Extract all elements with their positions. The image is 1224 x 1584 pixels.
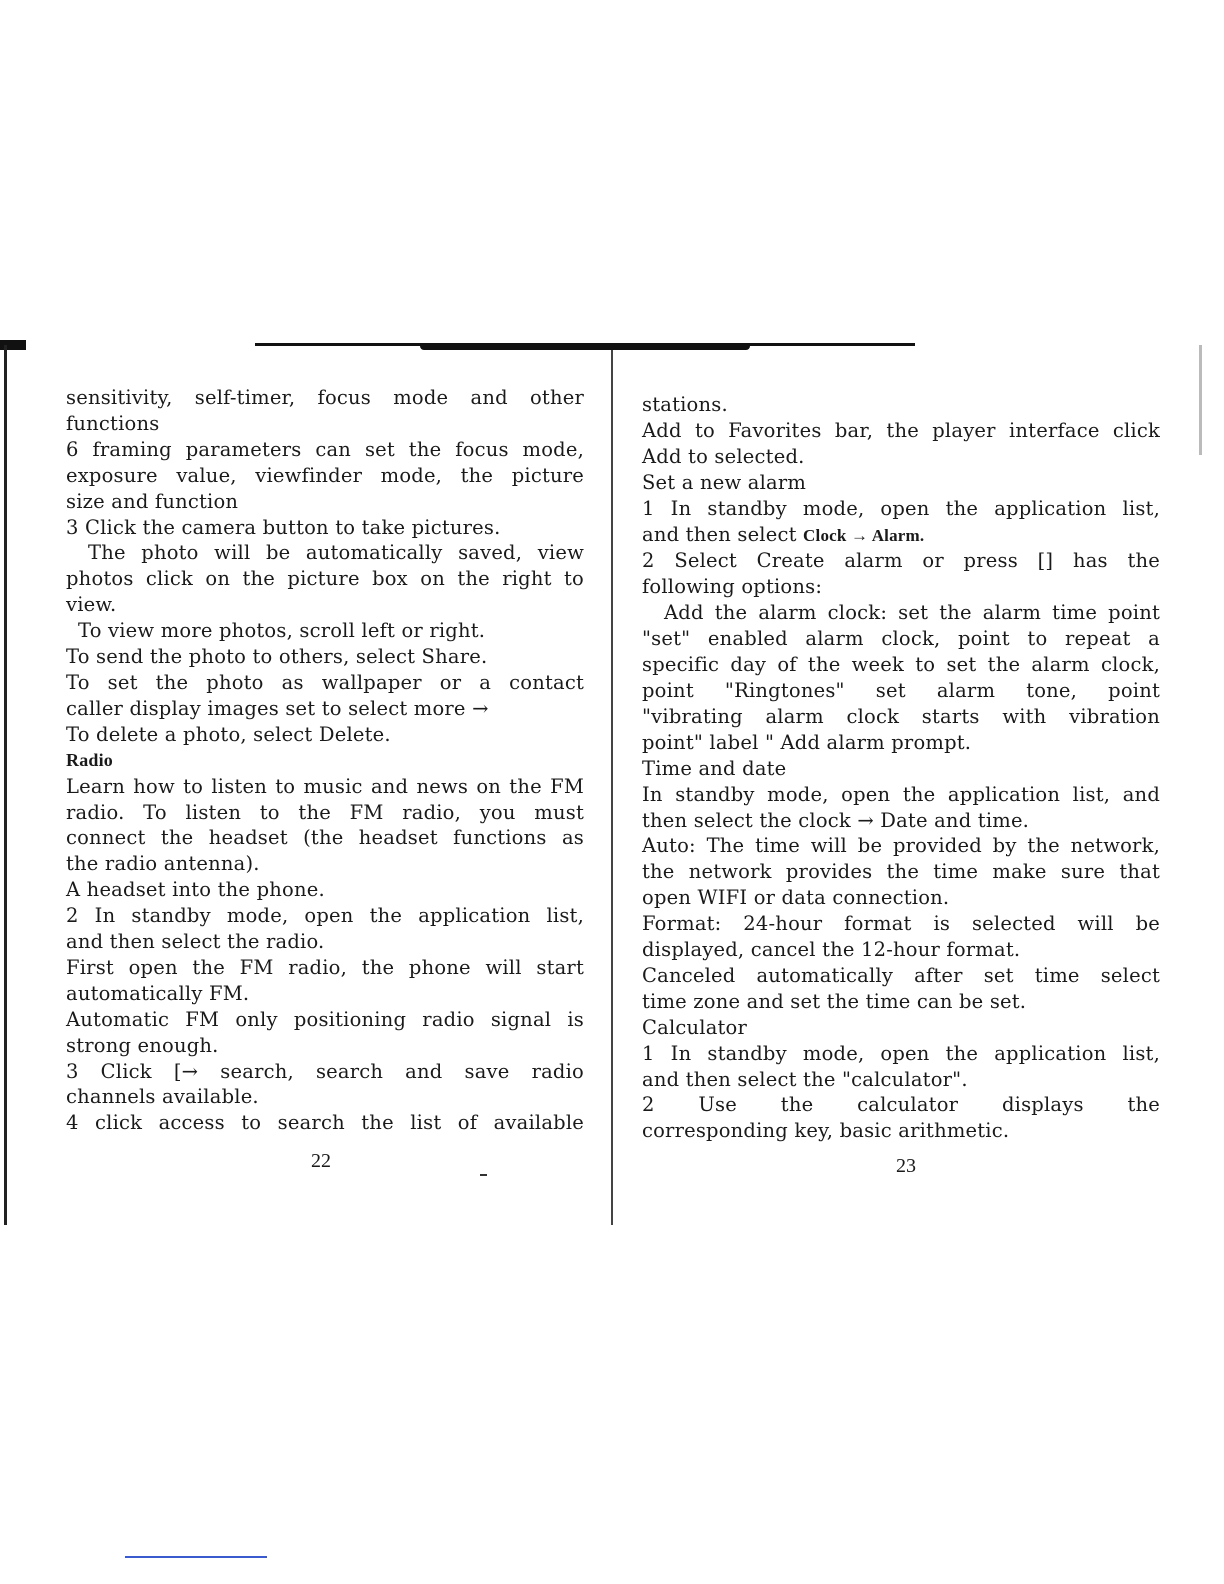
right-edge-mark [1199, 345, 1202, 455]
text-line: 2 Use the calculator displays the [642, 1093, 1160, 1117]
text-line: then select the clock → Date and time. [642, 808, 1030, 832]
text-line: "vibrating alarm clock starts with vibration [642, 704, 1160, 728]
text-line: In standby mode, open the application list, and [642, 782, 1160, 806]
text-line: Auto: The time will be provided by the network, [642, 834, 1160, 858]
text-line: specific day of the week to set the alarm clock, [642, 653, 1160, 677]
text-line: 2 Select Create alarm or press [] has the [642, 549, 1160, 573]
text-line: channels available. [66, 1085, 259, 1109]
text-line: 1 In standby mode, open the application list, [642, 496, 1160, 520]
text-line: and then select the "calculator". [642, 1067, 968, 1091]
text-line: Add to selected. [642, 444, 805, 468]
text-line: photos click on the picture box on the right to [66, 567, 584, 591]
section-heading-radio: Radio [66, 749, 114, 770]
text-line: point "Ringtones" set alarm tone, point [642, 678, 1160, 702]
text-line: To send the photo to others, select Share. [66, 645, 488, 669]
text-line: view. [66, 593, 117, 617]
text-line: caller display images set to select more → [66, 696, 489, 720]
text-line: displayed, cancel the 12-hour format. [642, 938, 1021, 962]
text-line: First open the FM radio, the phone will start [66, 955, 584, 979]
text-line: point" label " Add alarm prompt. [642, 730, 972, 754]
text-line: 1 In standby mode, open the application list, [642, 1041, 1160, 1065]
text-line: strong enough. [66, 1033, 219, 1057]
text-line: size and function [66, 489, 239, 513]
bottom-link-underline [125, 1556, 267, 1558]
text-line: Canceled automatically after set time select [642, 963, 1160, 987]
text-line: 6 framing parameters can set the focus mode, [66, 437, 584, 461]
section-heading-calculator: Calculator [642, 1015, 748, 1039]
text-line: Learn how to listen to music and news on the FM [66, 774, 584, 798]
text-line: 3 Click the camera button to take pictures. [66, 515, 501, 539]
section-heading-alarm: Set a new alarm [642, 470, 807, 494]
text-line: time zone and set the time can be set. [642, 989, 1027, 1013]
text-line: the radio antenna). [66, 852, 260, 876]
text-line: exposure value, viewfinder mode, the picture [66, 463, 584, 487]
text-line: "set" enabled alarm clock, point to repeat a [642, 627, 1160, 651]
text-line: Automatic FM only positioning radio signal is [66, 1007, 584, 1031]
text-line: To view more photos, scroll left or right. [78, 619, 486, 643]
text-line: and then select the radio. [66, 930, 325, 954]
left-edge-line [4, 345, 7, 1225]
page-dash-mark [480, 1174, 487, 1176]
text-line: sensitivity, self-timer, focus mode and other [66, 386, 584, 409]
text-line: Format: 24-hour format is selected will be [642, 912, 1160, 936]
page-number-right: 23 [896, 1155, 916, 1177]
text-line: Add the alarm clock: set the alarm time point [664, 601, 1160, 625]
text-line-prefix: and then select [642, 522, 804, 546]
page-gutter [611, 350, 613, 1225]
text-line: stations. [642, 393, 728, 416]
text-line: To delete a photo, select Delete. [66, 722, 391, 746]
text-line: connect the headset (the headset functions as [66, 826, 584, 850]
text-line: functions [66, 411, 160, 435]
section-heading-time-date: Time and date [642, 756, 787, 780]
text-line: To set the photo as wallpaper or a contact [66, 670, 584, 694]
text-line: automatically FM. [66, 981, 250, 1005]
text-line: the network provides the time make sure that [642, 860, 1160, 884]
text-line: corresponding key, basic arithmetic. [642, 1119, 1010, 1143]
text-line: A headset into the phone. [66, 878, 325, 902]
text-line [642, 522, 1160, 549]
right-page [642, 392, 1160, 1144]
clock-alarm-label: Clock → Alarm. [803, 525, 925, 545]
text-line: 3 Click [→ search, search and save radio [66, 1059, 584, 1083]
text-line: The photo will be automatically saved, view [88, 541, 584, 565]
left-page [66, 385, 584, 1136]
text-line: open WIFI or data connection. [642, 886, 950, 910]
top-rule-thick [420, 343, 750, 350]
text-line: following options: [642, 575, 823, 599]
text-line: radio. To listen to the FM radio, you must [66, 800, 584, 824]
text-line: Add to Favorites bar, the player interface click [642, 418, 1160, 442]
text-line: 2 In standby mode, open the application list, [66, 904, 584, 928]
text-line: 4 click access to search the list of available [66, 1111, 584, 1135]
page-number-left: 22 [311, 1150, 331, 1172]
